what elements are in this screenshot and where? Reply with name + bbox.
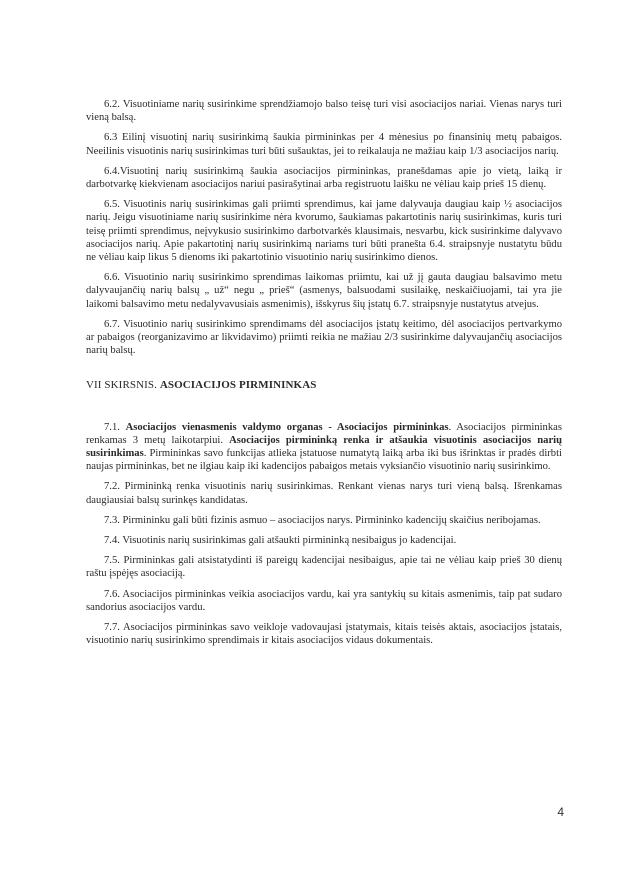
paragraph-7-3: 7.3. Pirmininku gali būti fizinis asmuo – asociacijos narys. Pirmininko kadencijų skaičius neribojamas. [104,514,541,526]
paragraph-7-4: 7.4. Visuotinis narių susirinkimas gali atšaukti pirmininką nesibaigus jo kadencijai. [104,535,457,547]
section-title: ASOCIACIJOS PIRMININKAS [159,379,317,392]
paragraph-7-1-number: 7.1. [104,421,120,433]
paragraph-7-1-text-1: . Asociacijos pirmininkas renkamas 3 metų laikotarpiui. [86,421,562,446]
paragraph-7-1-bold-2: Asociacijos pirmininką renka ir atšaukia visuotinis asociacijos narių susirinkimas [86,434,562,460]
paragraph-6-4: 6.4.Visuotinį narių susirinkimą šaukia asociacijos pirmininkas, pranešdamas apie jo vietą, laiką ir darbotvarkę kiekvienam asociacijos nariui pasirašytinai arba registruotu laišku ne vėliau kaip prieš 15 dienų. [86,165,562,191]
paragraph-6-2: 6.2. Visuotiniame narių susirinkime sprendžiamojo balso teisę turi visi asociacijos nariai. Vienas narys turi vieną balsą. [86,99,562,124]
paragraph-6-3: 6.3 Eilinį visuotinį narių susirinkimą šaukia pirmininkas per 4 mėnesius po finansinių metų pabaigos. Neeilinis visuotinis narių susirinkimas turi būti sušauktas, jei to reikalauja ne mažiau kaip 1/3 asociacijos narių. [86,132,562,157]
paragraph-7-1-text-2: . Pirmininkas savo funkcijas atlieka įstatuose numatytą laiką arba iki bus išrinktas ir pradės dirbti naujas pirmininkas, bet ne ilgiau kaip iki kadencijos pabaigos metais vyksiančio visuotinio narių susirinkimo. [86,448,562,473]
section-heading [86,379,562,392]
paragraph-6-5: 6.5. Visuotinis narių susirinkimas gali priimti sprendimus, kai jame dalyvauja daugiau kaip ½ asociacijos narių. Jeigu visuotiniame narių susirinkime nėra kvorumo, šaukiamas pakartotinis narių susirinkimas, kuris turi teisę priimti sprendimus, neįvykusio susirinkimo darbotvarkės klausimais, nesvarbu, kick susirinkime dalyvavo asociacijos narių. Apie pakartotinį narių susirinkimą nariams turi būti pranešta 6.4. straipsnyje nustatytu būdu ne vėliau kaip likus 5 dienoms iki pakartotinio visuotinio narių susirinkimo dienos. [86,199,562,264]
paragraph-6-6: 6.6. Visuotinio narių susirinkimo sprendimas laikomas priimtu, kai už jį gauta daugiau balsavimo metu dalyvaujančių narių balsų „ už“ negu „ prieš“ (asmenys, balsuodami susilaikę, neskaičiuojami, tai yra jie laikomi balsavimo metu nedalyvavusiais asmenimis), išskyrus šių įstatų 6.7. straipsnyje nustatytus atvejus. [86,272,562,310]
paragraph-7-2: 7.2. Pirmininką renka visuotinis narių susirinkimas. Renkant vienas narys turi vieną balsą. Išrenkamas daugiausiai balsų surinkęs kandidatas. [86,481,562,506]
section-prefix: VII SKIRSNIS. [86,379,157,392]
paragraph-6-7: 6.7. Visuotinio narių susirinkimo sprendimams dėl asociacijos įstatų keitimo, dėl asociacijos pertvarkymo ar pabaigos (reorganizavimo ar likvidavimo) priimti reikia ne mažiau 2/3 susirinkime dalyvaujančių asociacijos narių balsų. [86,318,562,357]
paragraph-7-6: 7.6. Asociacijos pirmininkas veikia asociacijos vardu, kai yra santykių su kitais asmenimis, taip pat sudaro sandorius asociacijos vardu. [86,588,562,613]
paragraph-7-5: 7.5. Pirmininkas gali atsistatydinti iš pareigų kadencijai nesibaigus, apie tai ne vėliau kaip prieš 30 dienų raštu įspėjęs asociaciją. [86,555,562,580]
paragraph-7-1 [86,421,562,474]
paragraph-7-1-bold-1: Asociacijos vienasmenis valdymo organas - Asociacijos pirmininkas [125,421,449,433]
page-number: 4 [557,805,564,819]
paragraph-7-7: 7.7. Asociacijos pirmininkas savo veikloje vadovaujasi įstatymais, kitais teisės aktais, asociacijos įstatais, visuotinio narių susirinkimo sprendimais ir kitais asociacijos vidaus dokumentais. [86,622,562,647]
